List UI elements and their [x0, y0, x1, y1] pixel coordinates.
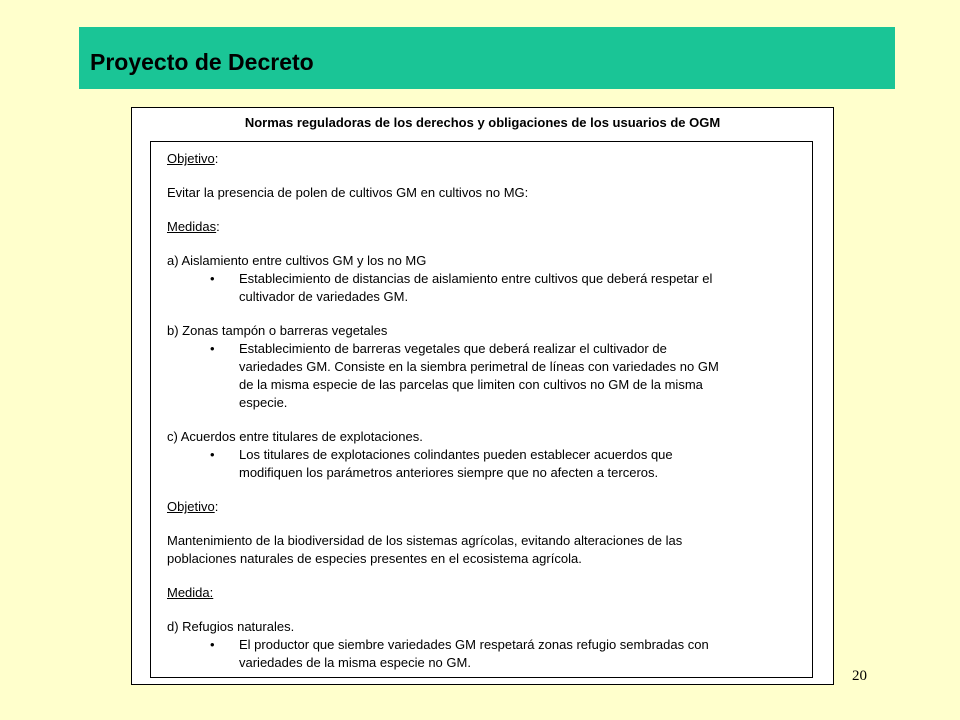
objective-heading-1: Objetivo: [167, 151, 219, 166]
measures-heading: Medidas: [167, 219, 220, 234]
document-content-box [150, 141, 813, 678]
document-image [131, 107, 834, 685]
item-a-bullet-cont: cultivador de variedades GM. [239, 289, 409, 304]
item-a-bullet: • Establecimiento de distancias de aislamiento entre cultivos que deberá respetar el [210, 271, 713, 286]
item-b-bullet-cont-1: variedades GM. Consiste en la siembra perimetral de líneas con variedades no GM [239, 359, 719, 374]
title-bar [79, 27, 895, 89]
item-d-bullet-cont: variedades de la misma especie no GM. [239, 655, 471, 670]
document-body [167, 150, 807, 672]
document-header: Normas reguladoras de los derechos y obligaciones de los usuarios de OGM [244, 115, 721, 130]
item-a-title: a) Aislamiento entre cultivos GM y los no MG [167, 253, 427, 268]
measure-heading: Medida: [167, 585, 214, 600]
objective-text-2-line-2: poblaciones naturales de especies presentes en el ecosistema agrícola. [167, 551, 582, 566]
item-b-bullet-cont-2: de la misma especie de las parcelas que limiten con cultivos no GM de la misma [239, 377, 703, 392]
item-b-title: b) Zonas tampón o barreras vegetales [167, 323, 388, 338]
item-b-bullet-cont-3: especie. [239, 395, 288, 410]
objective-text-1: Evitar la presencia de polen de cultivos GM en cultivos no MG: [167, 185, 529, 200]
item-b-bullet: • Establecimiento de barreras vegetales que deberá realizar el cultivador de [210, 341, 667, 356]
objective-text-2-line-1: Mantenimiento de la biodiversidad de los sistemas agrícolas, evitando alteraciones de las [167, 533, 683, 548]
slide-title: Proyecto de Decreto [90, 49, 314, 75]
item-c-bullet: • Los titulares de explotaciones colindantes pueden establecer acuerdos que [210, 447, 673, 462]
item-d-bullet: • El productor que siembre variedades GM respetará zonas refugio sembradas con [210, 637, 709, 652]
item-c-title: c) Acuerdos entre titulares de explotaciones. [167, 429, 423, 444]
objective-heading-2: Objetivo: [167, 499, 219, 514]
item-d-title: d) Refugios naturales. [167, 619, 295, 634]
item-c-bullet-cont: modifiquen los parámetros anteriores siempre que no afecten a terceros. [239, 465, 659, 480]
page-number: 20 [852, 668, 867, 684]
